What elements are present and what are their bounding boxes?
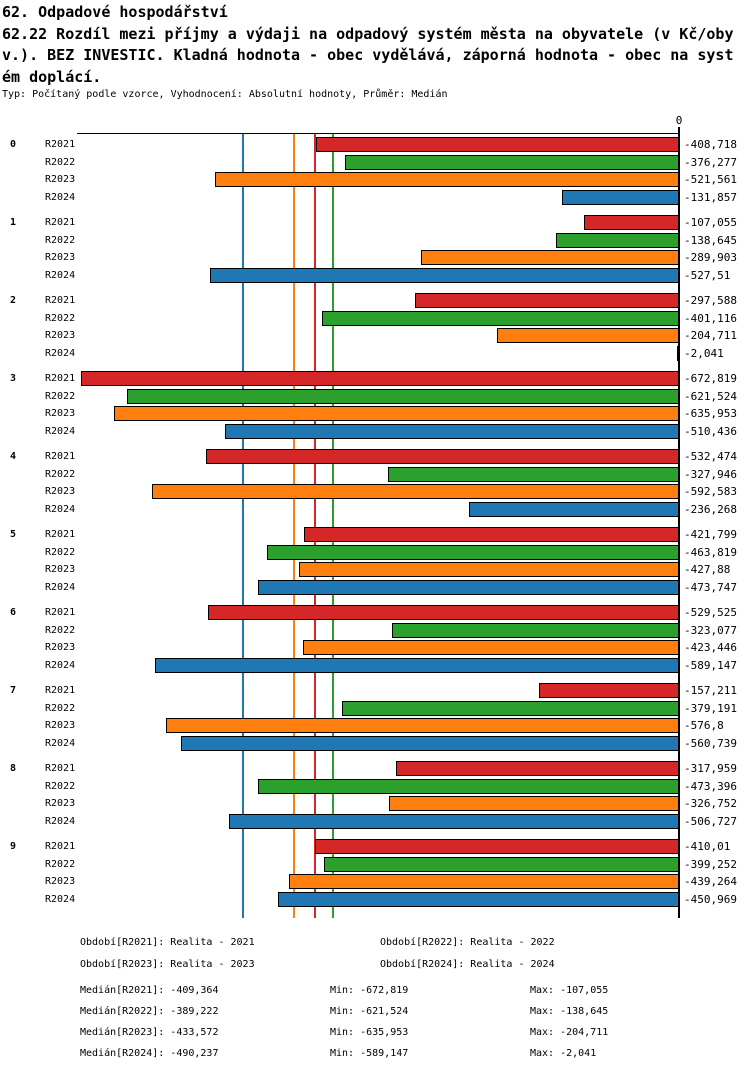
bar-value-label: -635,953: [684, 407, 737, 420]
stat-median: Medián[R2021]: -409,364: [80, 985, 219, 996]
stat-median: Medián[R2022]: -389,222: [80, 1006, 219, 1017]
row-label-r2024: R2024: [45, 191, 76, 203]
row-label-r2023: R2023: [45, 798, 76, 809]
row-label-r2024: R2024: [45, 581, 76, 593]
bar-value-label: -399,252: [684, 857, 737, 871]
row-label-r2022: R2022: [45, 624, 76, 636]
bar-value-label: -592,583: [684, 485, 737, 498]
stat-max: Max: -107,055: [530, 985, 609, 996]
group-label: 0: [10, 139, 17, 150]
bar-value-label: -439,264: [684, 875, 737, 888]
stat-min: Min: -621,524: [330, 1006, 409, 1017]
group-label: 4: [10, 451, 17, 462]
bar-value-label: -527,51: [684, 268, 731, 282]
row-label-r2021: R2021: [45, 295, 76, 306]
bar-value-label: -289,903: [684, 251, 737, 264]
bar-value-label: -401,116: [684, 311, 737, 325]
row-label-r2024: R2024: [45, 503, 76, 515]
row-label-r2021: R2021: [45, 841, 76, 852]
bar-value-label: -621,524: [684, 389, 737, 403]
bar-value-label: -236,268: [684, 502, 737, 516]
bar-value-label: -450,969: [684, 892, 737, 906]
zero-tick-label: 0: [675, 114, 683, 127]
bar-value-label: -408,718: [684, 138, 737, 151]
bar-value-label: -473,396: [684, 779, 737, 793]
bar-value-label: -529,525: [684, 606, 737, 619]
bar-value-label: -506,727: [684, 814, 737, 828]
bar-value-label: -427,88: [684, 563, 731, 576]
row-label-r2021: R2021: [45, 139, 76, 150]
legend-item: Období[R2024]: Realita - 2024: [380, 959, 555, 970]
legend-item: Období[R2023]: Realita - 2023: [80, 959, 255, 970]
bar-value-label: -131,857: [684, 190, 737, 204]
row-label-r2022: R2022: [45, 546, 76, 558]
row-label-r2021: R2021: [45, 763, 76, 774]
bar-value-label: -510,436: [684, 424, 737, 438]
page-subtitle: 62.22 Rozdíl mezi příjmy a výdaji na odpadový systém města na obyvatele (v Kč/obyv.). BEZ INVESTIC. Kladná hodnota - obec vydělává, záporná hodnota - obec na systém doplácí.: [2, 24, 734, 86]
bar-value-label: -463,819: [684, 545, 737, 559]
row-label-r2022: R2022: [45, 468, 76, 480]
row-label-r2024: R2024: [45, 269, 76, 281]
stat-max: Max: -138,645: [530, 1006, 609, 1017]
bar-value-label: -532,474: [684, 450, 737, 463]
bar-value-label: -672,819: [684, 372, 737, 385]
bar-value-label: -326,752: [684, 797, 737, 810]
page-title: 62. Odpadové hospodářství: [2, 3, 228, 21]
row-label-r2023: R2023: [45, 876, 76, 887]
row-label-r2023: R2023: [45, 720, 76, 731]
row-label-r2022: R2022: [45, 858, 76, 870]
group-label: 8: [10, 763, 17, 774]
group-label: 1: [10, 217, 17, 228]
group-label: 7: [10, 685, 17, 696]
row-label-r2022: R2022: [45, 312, 76, 324]
stat-min: Min: -672,819: [330, 985, 409, 996]
row-label-r2021: R2021: [45, 217, 76, 228]
row-label-r2023: R2023: [45, 642, 76, 653]
row-label-r2024: R2024: [45, 659, 76, 671]
bar-value-label: -473,747: [684, 580, 737, 594]
chart-meta: Typ: Počítaný podle vzorce, Vyhodnocení: Absolutní hodnoty, Průměr: Medián: [2, 89, 448, 100]
bar-value-label: -317,959: [684, 762, 737, 775]
row-label-r2022: R2022: [45, 390, 76, 402]
row-label-r2023: R2023: [45, 564, 76, 575]
row-label-r2021: R2021: [45, 373, 76, 384]
row-label-r2023: R2023: [45, 408, 76, 419]
stat-median: Medián[R2023]: -433,572: [80, 1027, 219, 1038]
bar-value-label: -521,561: [684, 173, 737, 186]
row-label-r2023: R2023: [45, 330, 76, 341]
bar-value-label: -576,8: [684, 719, 724, 732]
row-label-r2024: R2024: [45, 425, 76, 437]
bar-value-label: -138,645: [684, 233, 737, 247]
bar-value-label: -379,191: [684, 701, 737, 715]
bar-value-label: -421,799: [684, 528, 737, 541]
stat-median: Medián[R2024]: -490,237: [80, 1048, 219, 1059]
row-label-r2023: R2023: [45, 252, 76, 263]
group-label: 6: [10, 607, 17, 618]
legend-item: Období[R2022]: Realita - 2022: [380, 937, 555, 948]
bar-value-label: -589,147: [684, 658, 737, 672]
stat-max: Max: -204,711: [530, 1027, 609, 1038]
bar-value-label: -560,739: [684, 736, 737, 750]
row-label-r2024: R2024: [45, 347, 76, 359]
row-label-r2022: R2022: [45, 702, 76, 714]
row-label-r2024: R2024: [45, 893, 76, 905]
bar-value-label: -423,446: [684, 641, 737, 654]
bar-value-label: -376,277: [684, 155, 737, 169]
bar-value-label: -2,041: [684, 346, 724, 360]
row-label-r2021: R2021: [45, 529, 76, 540]
bar-value-label: -107,055: [684, 216, 737, 229]
bar-value-label: -297,588: [684, 294, 737, 307]
bar-value-label: -410,01: [684, 840, 731, 853]
row-label-r2022: R2022: [45, 234, 76, 246]
bar-value-label: -204,711: [684, 329, 737, 342]
group-label: 5: [10, 529, 17, 540]
group-label: 3: [10, 373, 17, 384]
group-label: 9: [10, 841, 17, 852]
stat-max: Max: -2,041: [530, 1048, 597, 1059]
stat-min: Min: -589,147: [330, 1048, 409, 1059]
stat-min: Min: -635,953: [330, 1027, 409, 1038]
group-label: 2: [10, 295, 17, 306]
row-label-r2024: R2024: [45, 737, 76, 749]
row-label-r2022: R2022: [45, 780, 76, 792]
row-label-r2023: R2023: [45, 174, 76, 185]
row-label-r2022: R2022: [45, 156, 76, 168]
row-label-r2021: R2021: [45, 607, 76, 618]
bar-value-label: -327,946: [684, 467, 737, 481]
bar-value-label: -323,077: [684, 623, 737, 637]
row-label-r2023: R2023: [45, 486, 76, 497]
legend-item: Období[R2021]: Realita - 2021: [80, 937, 255, 948]
bar-value-label: -157,211: [684, 684, 737, 697]
row-label-r2021: R2021: [45, 685, 76, 696]
row-label-r2021: R2021: [45, 451, 76, 462]
row-label-r2024: R2024: [45, 815, 76, 827]
